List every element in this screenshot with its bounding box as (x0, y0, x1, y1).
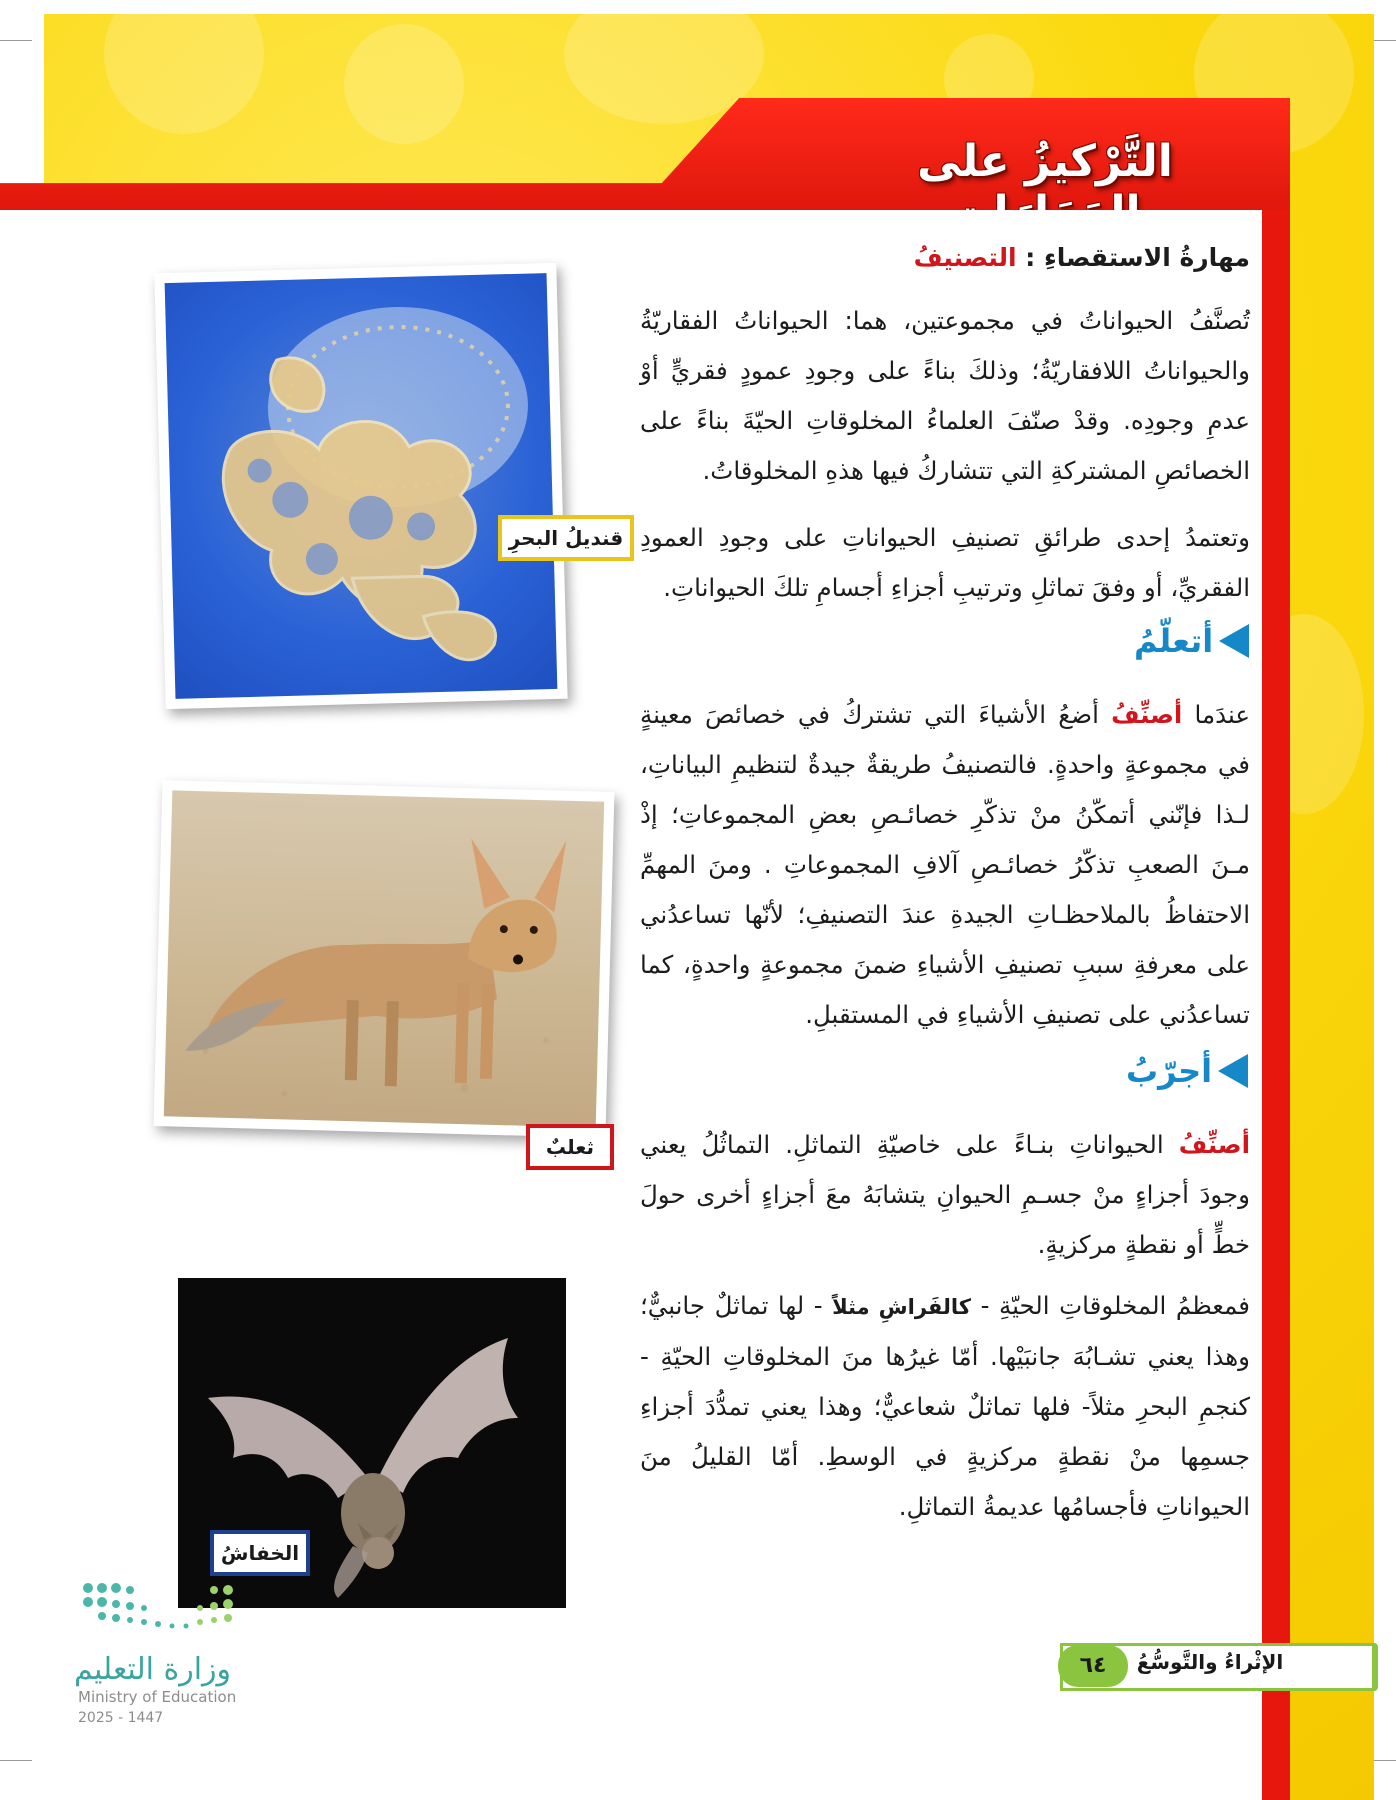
ministry-logo-icon (78, 1578, 248, 1638)
fox-label: ثعلبٌ (526, 1124, 614, 1170)
ministry-name-english: Ministry of Education (78, 1688, 237, 1706)
learn-heading: أتعلّمُ (1134, 622, 1249, 660)
skill-line (640, 243, 1250, 272)
skill-name: التصنيفُ (913, 243, 1017, 272)
crop-mark (0, 40, 32, 41)
jellyfish-label: قنديلُ البحرِ (498, 515, 634, 561)
try-paragraph-2: فمعظمُ المخلوقاتِ الحيّةِ - كالفَراشِ مثلاً - لها تماثلٌ جانبيٌّ؛ وهذا يعني تشـابُهَ جانبَيْها. أمّا غيرُها منَ المخلوقاتِ الحيّةِ - كنجمِ البحرِ مثلاً- فلها تماثلٌ شعاعيٌّ؛ وهذا يعني تمدُّدَ أجزاءِ جسمِها منْ نقطةٍ مركزيةٍ في الوسطِ. أمّا القليلُ منَ الحيواناتِ فأجسامُها عديمةُ التماثلِ. (640, 1291, 1250, 1521)
ministry-year: 2025 - 1447 (78, 1710, 164, 1726)
footer-section-title: الإثْراءُ والتَّوسُّعُ (1136, 1650, 1284, 1674)
learn-paragraph: عندَما أصنِّفُ أضعُ الأشياءَ التي تشتركُ في خصائصَ معينةٍ في مجموعةٍ واحدةٍ. فالتصنيفُ طريقةٌ جيدةٌ لتنظيمِ البياناتِ، لـذا فإنّني أتمكّنُ منْ تذكّرِ خصائـصِ بعضِ المجموعاتِ؛ إذْ مـنَ الصعبِ تذكّرُ خصائـصِ آلافِ المجموعاتِ . ومنَ المهمِّ الاحتفاظُ بالملاحظـاتِ الجيدةِ عندَ التصنيفِ؛ لأنّها تساعدُني على معرفةِ سببِ تصنيفِ الأشياءِ ضمنَ مجموعةٍ واحدةٍ، كما تساعدُني على تصنيفِ الأشياءِ في المستقبلِ. (640, 700, 1250, 1029)
intro-paragraph-2: وتعتمدُ إحدى طرائقِ تصنيفِ الحيواناتِ على وجودِ العمودِ الفقريِّ، أو وفقَ تماثلِ وترتيبِ أجزاءِ أجسامِ تلكَ الحيواناتِ. (640, 523, 1250, 602)
jellyfish-illustration (165, 273, 558, 699)
skill-prefix: مهارةُ الاستقصاءِ : (1025, 243, 1250, 272)
ministry-name-arabic: وزارة التعليم (74, 1652, 232, 1687)
page-title: التَّرْكيزُ على (917, 136, 1173, 187)
fox-photo (154, 780, 615, 1138)
jellyfish-photo (154, 263, 567, 709)
try-paragraph-1: أصنِّفُ الحيواناتِ بنـاءً على خاصيّةِ التماثلِ. التماثُلُ يعني وجودَ أجزاءٍ منْ جسـمِ الحيوانِ يتشابَهُ معَ أجزاءٍ أخرى حولَ خطٍّ أو نقطةٍ مركزيةٍ. (640, 1130, 1250, 1259)
crop-mark (0, 1760, 32, 1761)
margin-strip (1262, 210, 1290, 1800)
page-number: ٦٤ (1058, 1645, 1128, 1687)
bat-label: الخفاشُ (210, 1530, 310, 1576)
intro-paragraph-1: تُصنَّفُ الحيواناتُ في مجموعتين، هما: الحيواناتُ الفقاريّةُ والحيواناتُ اللافقاريّةُ؛ وذلكَ بناءً على وجودِ عمودٍ فقريٍّ أوْ عدمِ وجودِه. وقدْ صنّفَ العلماءُ المخلوقاتِ الحيّةَ بناءً على الخصائصِ المشتركةِ التي تتشاركُ فيها هذهِ المخلوقاتُ. (640, 306, 1250, 485)
triangle-icon (1218, 1054, 1248, 1088)
fox-illustration (164, 790, 604, 1127)
try-heading: أجرّبُ (1126, 1052, 1248, 1090)
triangle-icon (1219, 624, 1249, 658)
